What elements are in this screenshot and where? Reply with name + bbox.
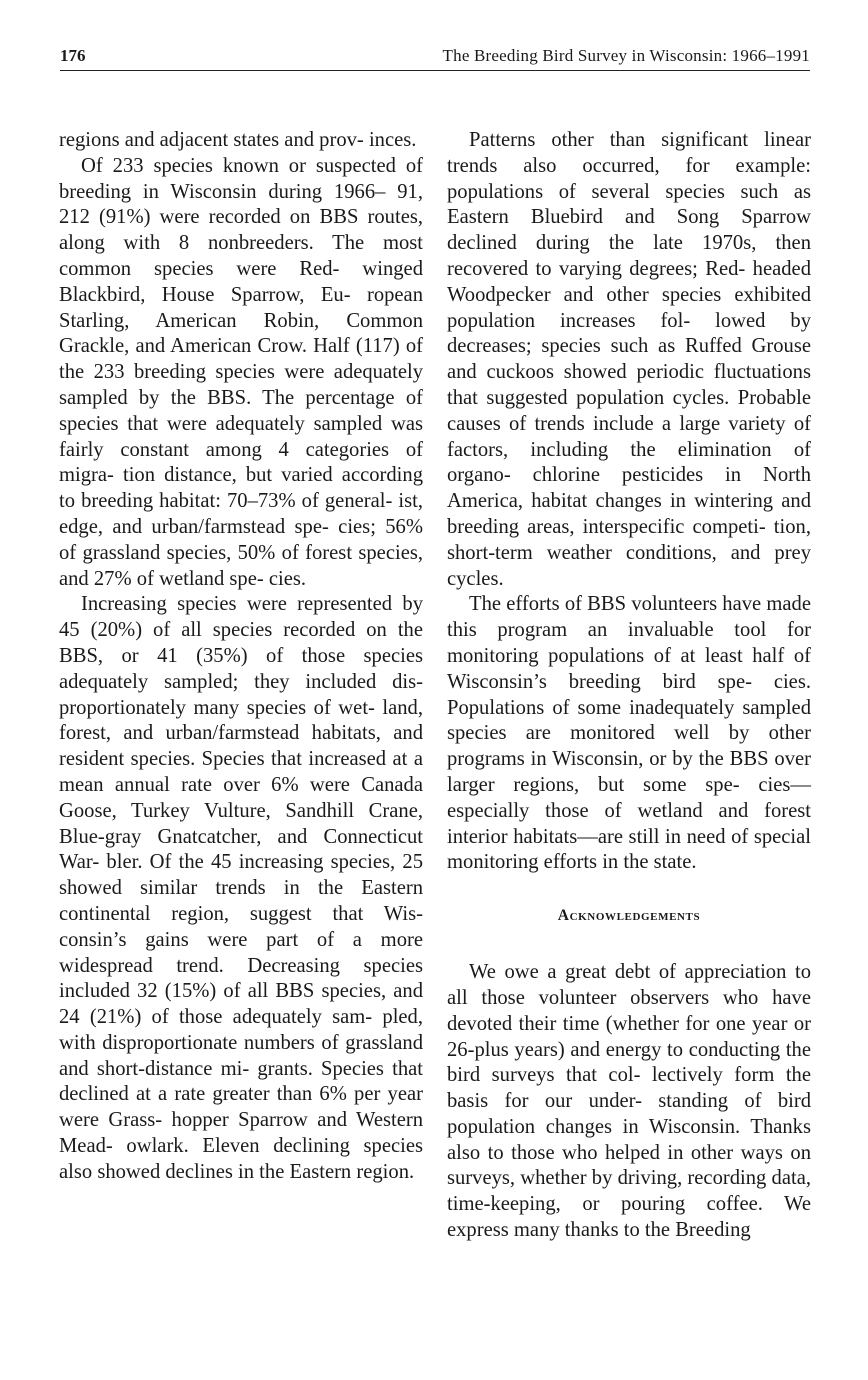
paragraph-acknowledgements: We owe a great debt of appreciation to all those volunteer observers who have devoted their time (whether for one year or 26-plus years) and energy to conducting the bird surveys that col- lectively form the basis for our under- standing of bird population changes in Wisconsin. Thanks also to those who helped in other ways on surveys, whether by driving, recording data, time-keeping, or pouring coffee. We express many thanks to the Breeding xyxy=(447,961,811,1242)
right-column xyxy=(447,128,811,1244)
paragraph-increasing-decreasing: Increasing species were represented by 45 (20%) of all species recorded on the BBS, or 41 (35%) of those species adequately sampled; they included dis- proportionately many species of wet- land, forest, and urban/farmstead habitats, and resident species. Species that increased at a mean annual rate over 6% were Canada Goose, Turkey Vulture, Sandhill Crane, Blue-gray Gnatcatcher, and Connecticut War- bler. Of the 45 increasing species, 25 showed similar trends in the Eastern continental region, suggest that Wis- consin’s gains were part of a more widespread trend. Decreasing species included 32 (15%) of all BBS species, and 24 (21%) of those adequately sam- pled, with disproportionate numbers of grassland and short-distance mi- grants. Species that declined at a rate greater than 6% per year were Grass- hopper Sparrow and Western Mead- owlark. Eleven declining species also showed declines in the Eastern region. xyxy=(59,593,423,1183)
paragraph-other-patterns: Patterns other than significant linear trends also occurred, for example: populations of several species such as Eastern Bluebird and Song Sparrow declined during the late 1970s, then recovered to varying degrees; Red- headed Woodpecker and other species exhibited population increases fol- lowed by decreases; species such as Ruffed Grouse and cuckoos showed periodic fluctuations that suggested population cycles. Probable causes of trends include a large variety of factors, including the elimination of organo- chlorine pesticides in North America, habitat changes in wintering and breeding areas, interspecific competi- tion, short-term weather conditions, and prey cycles. xyxy=(447,129,811,590)
paragraph-species-summary: Of 233 species known or suspected of breeding in Wisconsin during 1966– 91, 212 (91%) were recorded on BBS routes, along with 8 nonbreeders. The most common species were Red- winged Blackbird, House Sparrow, Eu- ropean Starling, American Robin, Common Grackle, and American Crow. Half (117) of the 233 breeding species were adequately sampled by the BBS. The percentage of species that were adequately sampled was fairly constant among 4 categories of migra- tion distance, but varied according to breeding habitat: 70–73% of general- ist, edge, and urban/farmstead spe- cies; 56% of grassland species, 50% of forest species, and 27% of wetland spe- cies. xyxy=(59,154,423,590)
paragraph-volunteer-efforts: The efforts of BBS volunteers have made this program an invaluable tool for monitoring populations of at least half of Wisconsin’s breeding bird spe- cies. Populations of some inadequately sampled species are monitored well by other programs in Wisconsin, or by the BBS over larger regions, but some spe- cies—especially those of wetland and forest interior habitats—are still in need of special monitoring efforts in the state. xyxy=(447,593,811,874)
paragraph-continuation: regions and adjacent states and prov- inces. xyxy=(59,129,417,151)
left-column xyxy=(59,128,423,1186)
section-heading-acknowledgements: Acknowledgements xyxy=(557,907,701,925)
page-number: 176 xyxy=(60,46,86,65)
running-header xyxy=(60,44,810,71)
running-head-title: The Breeding Bird Survey in Wisconsin: 1966–1991 xyxy=(442,46,810,65)
